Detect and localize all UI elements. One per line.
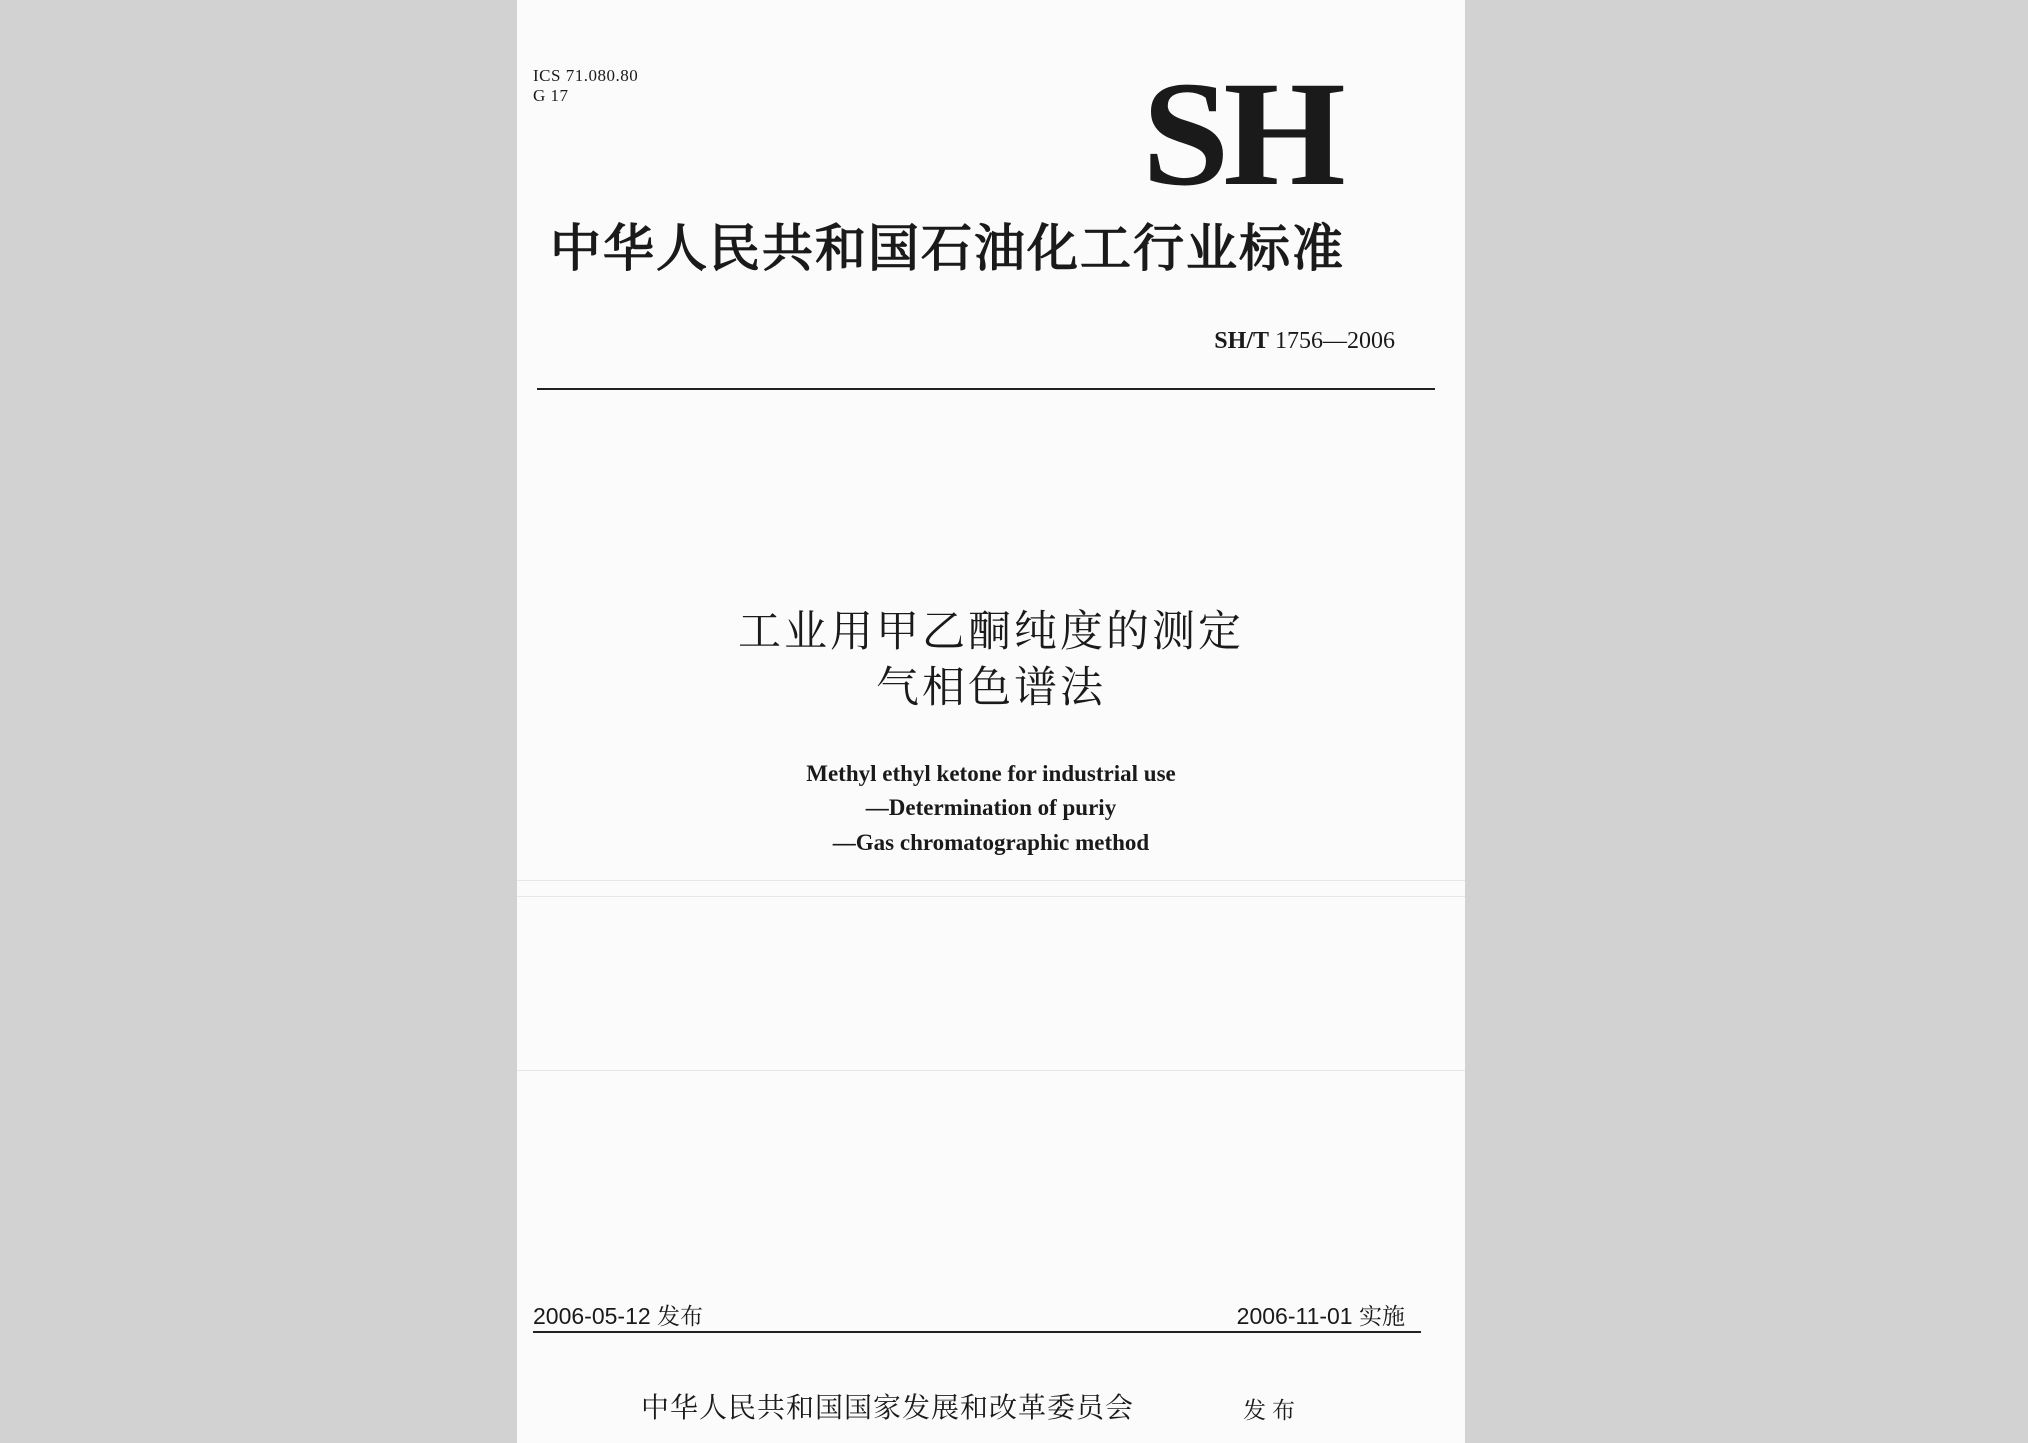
english-title-line-3: —Gas chromatographic method — [832, 830, 1150, 855]
standard-title: 中华人民共和国石油化工行业标准 — [550, 220, 1346, 279]
scan-artifact-line — [517, 896, 1465, 897]
classification-code: G 17 — [533, 86, 569, 105]
standard-number-value: 1756—2006 — [1269, 328, 1395, 354]
issued-label: 发布 — [1243, 1398, 1301, 1424]
scan-artifact-line — [517, 880, 1465, 881]
footer-divider — [533, 1331, 1421, 1333]
scan-artifact-line — [517, 1070, 1465, 1071]
chinese-title-line-2: 气相色谱法 — [876, 663, 1106, 713]
standard-number — [1214, 328, 1395, 355]
english-title-line-2: —Determination of puriy — [865, 795, 1117, 820]
english-title-line-1: Methyl ethyl ketone for industrial use — [806, 761, 1176, 786]
implementation-date: 2006-11-01 实施 — [1236, 1303, 1405, 1329]
ics-code: ICS 71.080.80 — [533, 66, 639, 85]
issuing-authority: 中华人民共和国国家发展和改革委员会 — [641, 1391, 1135, 1424]
issue-date: 2006-05-12 发布 — [533, 1303, 704, 1329]
document-page — [517, 0, 1465, 1443]
chinese-title-line-1: 工业用甲乙酮纯度的测定 — [738, 607, 1244, 657]
sh-logo: SH — [1142, 51, 1340, 217]
header-divider — [537, 388, 1435, 390]
standard-number-prefix: SH/T — [1214, 328, 1269, 354]
